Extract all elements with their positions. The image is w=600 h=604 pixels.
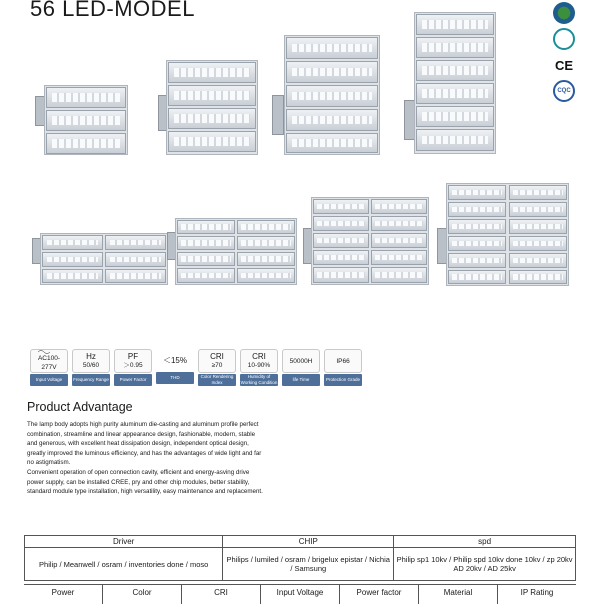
- product-advantage-text: [27, 420, 267, 497]
- advantage-paragraph-1: The lamp body adopts high purity aluminum die-casting and aluminum profile perfect combination, streamline and linear appearance design, fashionable, modern, stable and generous, with excellent heat dissipation design, independent optical design, greatly improved the luminous efficiency, and has the advantages of wide light and far no astigmatism.: [27, 421, 262, 467]
- spec-icons-row: [30, 349, 362, 386]
- cell-spd: Philip sp1 10kv / Philip spd 10kv done 10kv / zp 20kv AD 20kv / AD 25kv: [394, 548, 576, 581]
- header-spd: spd: [394, 536, 576, 548]
- cell-driver: Philip / Meanwell / osram / inventories done / moso: [25, 548, 223, 581]
- col-ip-rating: IP Rating: [497, 585, 576, 604]
- page-title: 56 LED-MODEL: [30, 0, 195, 21]
- certification-marks: [553, 2, 575, 106]
- component-table: [24, 535, 576, 581]
- spec-cri: CRI ≥70 Color Rendering Index: [198, 349, 236, 386]
- ce-cert-icon: CE: [553, 54, 575, 76]
- col-cri: CRI: [181, 585, 260, 604]
- spec-protection-grade: IP66 Protection Grade: [324, 349, 362, 386]
- cqc-cert-icon: [553, 28, 575, 50]
- ccc-cert-icon: [553, 2, 575, 24]
- col-power-factor: Power factor: [339, 585, 418, 604]
- spec-life-time: 50000H life Time: [282, 349, 320, 386]
- col-color: Color: [102, 585, 181, 604]
- spec-humidity: CRI 10-90% Humidity of Working Condition: [240, 349, 278, 386]
- header-driver: Driver: [25, 536, 223, 548]
- spec-input-voltage: AC100-277V Input Voltage: [30, 349, 68, 386]
- spec-columns-header: [24, 584, 576, 604]
- spec-thd: ＜15% THD: [156, 349, 194, 386]
- product-advantage-heading: Product Advantage: [27, 400, 133, 414]
- col-power: Power: [51, 588, 75, 597]
- spec-power-factor: PF ＞0.95 Power Factor: [114, 349, 152, 386]
- col-input-voltage: Input Voltage: [260, 585, 339, 604]
- advantage-paragraph-2: Convenient operation of open connection cavity, efficient and energy-asving drive power supply, can be installed CREE, pry and other chip modules, better stability, standard module type installation, high versatility, easy maintenance and replacement.: [27, 468, 263, 496]
- spec-frequency: Hz 50/60 Frequency Range: [72, 349, 110, 386]
- col-material: Material: [418, 585, 497, 604]
- cqc-logo-icon: CQC: [553, 80, 575, 102]
- cell-chip: Philips / lumiled / osram / brigelux epistar / Nichia / Samsung: [223, 548, 394, 581]
- header-chip: CHIP: [223, 536, 394, 548]
